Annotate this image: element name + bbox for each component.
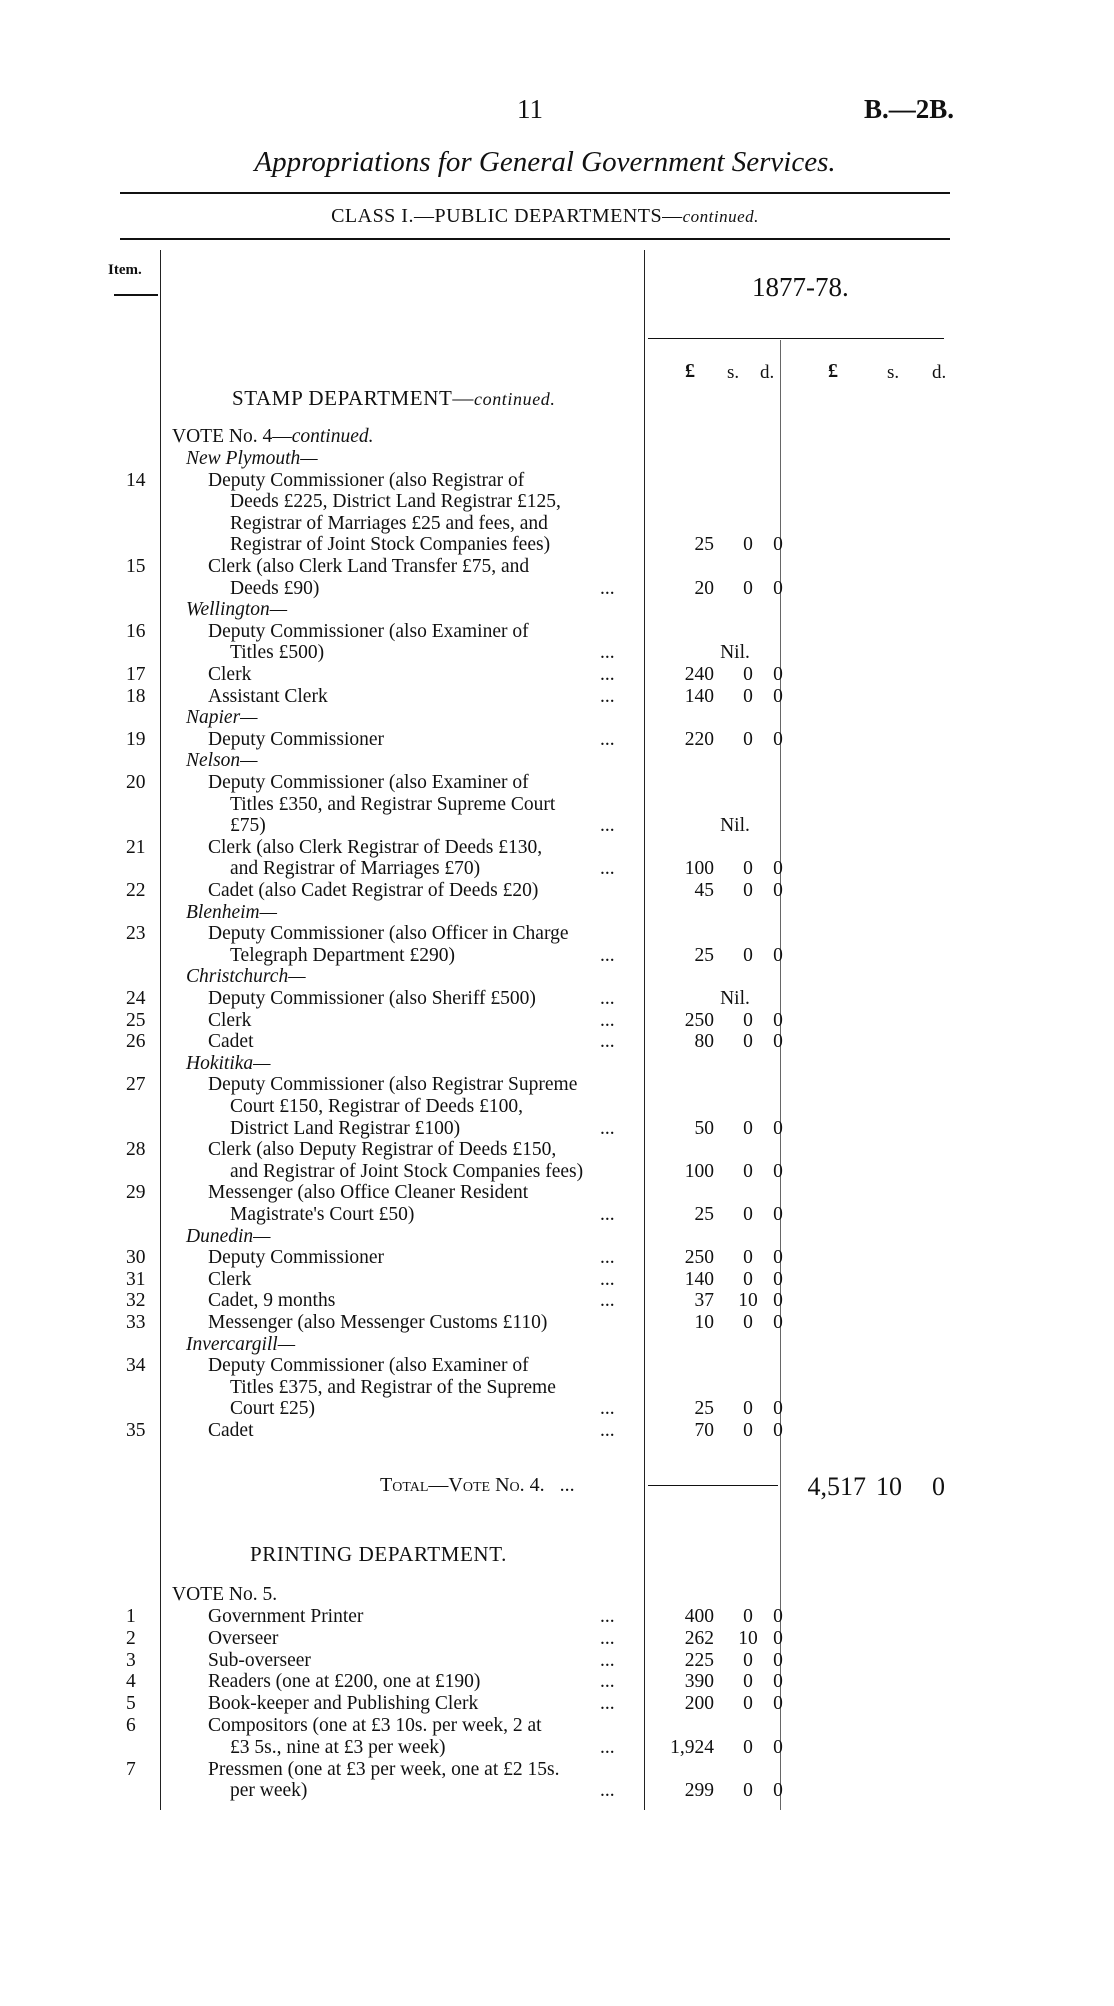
amount-pence: 0 bbox=[773, 1031, 783, 1053]
table-row bbox=[0, 1650, 1114, 1672]
item-description: Messenger (also Office Cleaner Resident bbox=[208, 1182, 529, 1204]
amount-pence: 0 bbox=[773, 1736, 783, 1758]
item-number: 18 bbox=[126, 685, 146, 707]
item-number: 22 bbox=[126, 880, 146, 901]
leader-dots: ... bbox=[600, 1031, 615, 1053]
total-vote-4-pounds: 4,517 bbox=[807, 1472, 866, 1501]
table-row bbox=[0, 1269, 1114, 1291]
amount-pounds: 20 bbox=[694, 577, 714, 599]
amount-pounds: 299 bbox=[684, 1780, 714, 1802]
amount-pence: 0 bbox=[773, 685, 783, 707]
place-heading-text: Invercargill— bbox=[186, 1333, 296, 1355]
amount-shillings: 0 bbox=[743, 1031, 753, 1053]
item-description: Pressmen (one at £3 per week, one at £2 15s. bbox=[208, 1758, 560, 1780]
leader-dots: ... bbox=[600, 728, 615, 750]
item-description: Deputy Commissioner bbox=[208, 728, 385, 750]
amount-shillings: 0 bbox=[743, 1268, 753, 1290]
amount-pence: 0 bbox=[773, 728, 783, 750]
amount-shillings: 10 bbox=[738, 1290, 758, 1312]
amount-shillings: 0 bbox=[743, 1247, 753, 1269]
item-number: 15 bbox=[126, 556, 146, 577]
amount-pence: 0 bbox=[773, 664, 783, 685]
item-column-header: Item. bbox=[108, 262, 142, 278]
amount-shillings: 0 bbox=[743, 1117, 753, 1139]
amount-shillings: 0 bbox=[743, 728, 753, 750]
amount-pence: 0 bbox=[773, 858, 783, 880]
amount-pounds: 390 bbox=[684, 1671, 714, 1693]
amount-pence: 0 bbox=[773, 1671, 783, 1693]
item-description: £75) bbox=[230, 815, 266, 837]
amount-pounds: 50 bbox=[694, 1117, 714, 1139]
total-rule bbox=[648, 1485, 778, 1486]
amount-shillings: 0 bbox=[743, 1312, 753, 1333]
item-description: Cadet bbox=[208, 1031, 254, 1053]
item-description: Clerk (also Deputy Registrar of Deeds £150, bbox=[208, 1139, 557, 1161]
total-vote-4-pence: 0 bbox=[932, 1472, 945, 1501]
amount-pence: 0 bbox=[773, 1606, 783, 1627]
leader-dots: ... bbox=[600, 685, 615, 707]
place-heading-text: Napier— bbox=[186, 707, 258, 729]
amount-pounds: 262 bbox=[684, 1627, 714, 1649]
place-heading bbox=[0, 966, 1114, 988]
place-heading-text: Blenheim— bbox=[186, 901, 277, 923]
item-number: 2 bbox=[126, 1627, 136, 1649]
table-row bbox=[0, 858, 1114, 880]
table-row bbox=[0, 923, 1114, 945]
page-title: Appropriations for General Government Services. bbox=[254, 146, 836, 178]
amount-pence: 0 bbox=[773, 1420, 783, 1441]
table-row bbox=[0, 1182, 1114, 1204]
amount-pounds: 140 bbox=[684, 1268, 714, 1290]
item-number: 23 bbox=[126, 923, 146, 945]
item-number: 3 bbox=[126, 1649, 136, 1671]
amount-pounds: 400 bbox=[684, 1606, 714, 1627]
item-description: Telegraph Department £290) bbox=[230, 944, 455, 966]
table-row bbox=[0, 729, 1114, 751]
table-row bbox=[0, 1118, 1114, 1140]
item-description: Cadet, 9 months bbox=[208, 1290, 336, 1312]
leader-dots: ... bbox=[600, 1606, 615, 1627]
leader-dots: ... bbox=[600, 815, 615, 837]
item-description: Deputy Commissioner bbox=[208, 1247, 385, 1269]
item-description: Clerk bbox=[208, 664, 252, 685]
amount-pounds: 100 bbox=[684, 1160, 714, 1182]
item-number: 30 bbox=[126, 1247, 146, 1269]
table-row bbox=[0, 1031, 1114, 1053]
item-description: Overseer bbox=[208, 1627, 279, 1649]
amount-pounds: 250 bbox=[684, 1009, 714, 1031]
amount-shillings: 0 bbox=[743, 1736, 753, 1758]
item-number: 25 bbox=[126, 1009, 146, 1031]
amount-pounds: 200 bbox=[684, 1693, 714, 1715]
amount-pounds: 100 bbox=[684, 858, 714, 880]
item-number: 19 bbox=[126, 728, 146, 750]
table-row bbox=[0, 664, 1114, 686]
item-number: 21 bbox=[126, 836, 146, 858]
leader-dots: ... bbox=[600, 1693, 615, 1715]
table-row bbox=[0, 988, 1114, 1010]
amount-shillings: 0 bbox=[743, 1649, 753, 1671]
amount-pounds: 140 bbox=[684, 685, 714, 707]
amount-pounds: 70 bbox=[694, 1420, 714, 1441]
item-description: Titles £500) bbox=[230, 642, 325, 664]
item-description: Registrar of Marriages £25 and fees, and bbox=[230, 512, 548, 534]
item-number: 17 bbox=[126, 664, 146, 685]
table-row bbox=[0, 815, 1114, 837]
item-description: £3 5s., nine at £3 per week) bbox=[230, 1736, 446, 1758]
place-heading bbox=[0, 707, 1114, 729]
table-row bbox=[0, 1139, 1114, 1161]
amount-shillings: 0 bbox=[743, 685, 753, 707]
amount-shillings: 0 bbox=[743, 858, 753, 880]
item-description: Readers (one at £200, one at £190) bbox=[208, 1671, 481, 1693]
amount-pence: 0 bbox=[773, 1160, 783, 1182]
table-row bbox=[0, 578, 1114, 600]
amount-shillings: 0 bbox=[743, 1693, 753, 1715]
page-number: 11 bbox=[517, 94, 543, 124]
item-description: Cadet bbox=[208, 1420, 254, 1441]
amount-pounds: 25 bbox=[694, 534, 714, 556]
amount-pounds: 80 bbox=[694, 1031, 714, 1053]
leader-dots: ... bbox=[600, 1247, 615, 1269]
place-heading bbox=[0, 902, 1114, 924]
item-number: 29 bbox=[126, 1182, 146, 1204]
amount-pence: 0 bbox=[773, 880, 783, 901]
amount-shillings: 0 bbox=[743, 1780, 753, 1802]
item-number: 35 bbox=[126, 1420, 146, 1441]
leader-dots: ... bbox=[600, 1736, 615, 1758]
class-heading: CLASS I.—PUBLIC DEPARTMENTS—continued. bbox=[331, 205, 759, 227]
pence-header: d. bbox=[760, 362, 775, 383]
item-number: 16 bbox=[126, 620, 146, 642]
amount-shillings: 0 bbox=[743, 880, 753, 901]
amount-pounds: 225 bbox=[684, 1649, 714, 1671]
amount-pence: 0 bbox=[773, 1247, 783, 1269]
item-number: 33 bbox=[126, 1312, 146, 1333]
item-description: District Land Registrar £100) bbox=[230, 1117, 461, 1139]
item-description: Clerk bbox=[208, 1009, 252, 1031]
total-vote-4-label: Total—Vote No. 4. ... bbox=[380, 1474, 575, 1496]
rule-year bbox=[648, 338, 944, 339]
item-description: Government Printer bbox=[208, 1606, 364, 1627]
place-heading-text: Christchurch— bbox=[186, 966, 306, 988]
table-row bbox=[0, 1759, 1114, 1781]
table-row bbox=[0, 1606, 1114, 1628]
item-description: Book-keeper and Publishing Clerk bbox=[208, 1693, 479, 1715]
table-row bbox=[0, 880, 1114, 902]
amount-pounds: 220 bbox=[684, 728, 714, 750]
item-description: Cadet (also Cadet Registrar of Deeds £20) bbox=[208, 880, 539, 901]
amount-pence: 0 bbox=[773, 534, 783, 556]
item-description: Court £25) bbox=[230, 1398, 316, 1420]
place-heading bbox=[0, 1053, 1114, 1075]
place-heading-text: Hokitika— bbox=[186, 1052, 271, 1074]
amount-pence: 0 bbox=[773, 1398, 783, 1420]
rule-table-top bbox=[120, 238, 950, 240]
item-description: Assistant Clerk bbox=[208, 685, 328, 707]
amount-pounds: 10 bbox=[694, 1312, 714, 1333]
table-row bbox=[0, 837, 1114, 859]
amount-shillings: 0 bbox=[743, 1420, 753, 1441]
item-description: and Registrar of Joint Stock Companies fees) bbox=[230, 1160, 584, 1182]
item-description: Clerk (also Clerk Land Transfer £75, and bbox=[208, 556, 530, 577]
place-heading-text: Dunedin— bbox=[186, 1225, 271, 1247]
leader-dots: ... bbox=[600, 1117, 615, 1139]
amount-shillings: 10 bbox=[738, 1627, 758, 1649]
amount-pounds: 25 bbox=[694, 1398, 714, 1420]
amount-shillings: 0 bbox=[743, 1204, 753, 1225]
leader-dots: ... bbox=[600, 664, 615, 685]
item-description: Clerk (also Clerk Registrar of Deeds £130, bbox=[208, 836, 543, 858]
item-number: 34 bbox=[126, 1355, 146, 1377]
table-row bbox=[0, 556, 1114, 578]
rule-item-head bbox=[114, 294, 158, 296]
amount-pounds: 25 bbox=[694, 1204, 714, 1225]
item-description: Deeds £225, District Land Registrar £125, bbox=[230, 491, 561, 513]
item-description: Clerk bbox=[208, 1268, 252, 1290]
item-number: 1 bbox=[126, 1606, 136, 1627]
table-row bbox=[0, 491, 1114, 513]
leader-dots: ... bbox=[600, 1268, 615, 1290]
amount-shillings: 0 bbox=[743, 1398, 753, 1420]
rule-top bbox=[120, 192, 950, 194]
place-heading bbox=[0, 448, 1114, 470]
place-heading bbox=[0, 1334, 1114, 1356]
amount-pence: 0 bbox=[773, 1693, 783, 1715]
item-number: 4 bbox=[126, 1671, 136, 1693]
item-description: Titles £350, and Registrar Supreme Court bbox=[230, 793, 556, 815]
pound-header: £ bbox=[685, 360, 695, 382]
amount-shillings: 0 bbox=[743, 534, 753, 556]
leader-dots: ... bbox=[600, 1420, 615, 1441]
item-description: Deputy Commissioner (also Registrar Supreme bbox=[208, 1074, 578, 1096]
item-description: per week) bbox=[230, 1780, 308, 1802]
table-row bbox=[0, 1074, 1114, 1096]
table-row bbox=[0, 1312, 1114, 1334]
item-description: Deputy Commissioner (also Sheriff £500) bbox=[208, 988, 536, 1009]
amount-pence: 0 bbox=[773, 1009, 783, 1031]
leader-dots: ... bbox=[600, 1204, 615, 1225]
table-row bbox=[0, 772, 1114, 794]
table-row bbox=[0, 1161, 1114, 1183]
table-row bbox=[0, 1096, 1114, 1118]
place-heading bbox=[0, 599, 1114, 621]
item-number: 27 bbox=[126, 1074, 146, 1096]
amount-pence: 0 bbox=[773, 1268, 783, 1290]
table-row bbox=[0, 1398, 1114, 1420]
item-number: 31 bbox=[126, 1268, 146, 1290]
item-description: Titles £375, and Registrar of the Supreme bbox=[230, 1376, 556, 1398]
table-row bbox=[0, 1671, 1114, 1693]
item-description: Registrar of Joint Stock Companies fees) bbox=[230, 534, 551, 556]
pound-header-total: £ bbox=[828, 360, 838, 382]
table-row bbox=[0, 1715, 1114, 1737]
table-row bbox=[0, 1737, 1114, 1759]
amount-pounds: 1,924 bbox=[670, 1736, 714, 1758]
amount-pence: 0 bbox=[773, 1312, 783, 1333]
amount-pence: 0 bbox=[773, 1627, 783, 1649]
table-row bbox=[0, 1377, 1114, 1399]
table-row bbox=[0, 1780, 1114, 1802]
item-description: Magistrate's Court £50) bbox=[230, 1204, 415, 1225]
leader-dots: ... bbox=[600, 642, 615, 664]
place-heading-text: New Plymouth— bbox=[186, 448, 318, 469]
leader-dots: ... bbox=[600, 1398, 615, 1420]
leader-dots: ... bbox=[600, 577, 615, 599]
item-description: Deputy Commissioner (also Registrar of bbox=[208, 469, 525, 491]
table-row bbox=[0, 513, 1114, 535]
amount-shillings: 0 bbox=[743, 1671, 753, 1693]
amount-pence: 0 bbox=[773, 1117, 783, 1139]
item-number: 6 bbox=[126, 1715, 136, 1736]
amount-shillings: 0 bbox=[743, 664, 753, 685]
item-number: 24 bbox=[126, 988, 146, 1009]
amount-pounds: 25 bbox=[694, 944, 714, 966]
item-number: 7 bbox=[126, 1758, 136, 1780]
leader-dots: ... bbox=[600, 1290, 615, 1312]
item-number: 26 bbox=[126, 1031, 146, 1053]
year-header: 1877-78. bbox=[752, 272, 849, 302]
vote-5-heading: VOTE No. 5. bbox=[172, 1584, 278, 1605]
amount-pence: 0 bbox=[773, 1204, 783, 1225]
shillings-header-total: s. bbox=[887, 362, 900, 383]
vote-4-heading: VOTE No. 4—continued. bbox=[172, 426, 374, 447]
table-row bbox=[0, 642, 1114, 664]
amount-shillings: 0 bbox=[743, 1160, 753, 1182]
item-description: Court £150, Registrar of Deeds £100, bbox=[230, 1096, 523, 1117]
item-number: 20 bbox=[126, 772, 146, 793]
leader-dots: ... bbox=[600, 988, 615, 1009]
amount-pounds: 250 bbox=[684, 1247, 714, 1269]
shillings-header: s. bbox=[727, 362, 740, 383]
table-row bbox=[0, 1247, 1114, 1269]
table-row bbox=[0, 1420, 1114, 1442]
leader-dots: ... bbox=[600, 1780, 615, 1802]
table-row bbox=[0, 1628, 1114, 1650]
item-description: Messenger (also Messenger Customs £110) bbox=[208, 1312, 548, 1333]
item-number: 32 bbox=[126, 1290, 146, 1312]
place-heading-text: Wellington— bbox=[186, 599, 288, 621]
amount-pence: 0 bbox=[773, 944, 783, 966]
leader-dots: ... bbox=[600, 1627, 615, 1649]
amount-pence: 0 bbox=[773, 1290, 783, 1312]
item-description: and Registrar of Marriages £70) bbox=[230, 858, 481, 880]
pence-header-total: d. bbox=[932, 362, 947, 383]
amount-pounds: 37 bbox=[694, 1290, 714, 1312]
leader-dots: ... bbox=[600, 944, 615, 966]
item-number: 5 bbox=[126, 1693, 136, 1715]
place-heading bbox=[0, 1226, 1114, 1248]
table-row bbox=[0, 1355, 1114, 1377]
item-description: Deputy Commissioner (also Examiner of bbox=[208, 620, 529, 642]
table-row bbox=[0, 1204, 1114, 1226]
table-row bbox=[0, 945, 1114, 967]
amount-nil: Nil. bbox=[720, 642, 750, 664]
item-description: Deputy Commissioner (also Examiner of bbox=[208, 772, 529, 793]
amount-pence: 0 bbox=[773, 1780, 783, 1802]
table-row bbox=[0, 1693, 1114, 1715]
table-row bbox=[0, 1010, 1114, 1032]
item-description: Deputy Commissioner (also Examiner of bbox=[208, 1355, 529, 1377]
document-reference: B.—2B. bbox=[863, 94, 954, 124]
amount-pence: 0 bbox=[773, 577, 783, 599]
table-row bbox=[0, 686, 1114, 708]
amount-shillings: 0 bbox=[743, 577, 753, 599]
leader-dots: ... bbox=[600, 1009, 615, 1031]
item-number: 14 bbox=[126, 469, 146, 491]
item-description: Compositors (one at £3 10s. per week, 2 at bbox=[208, 1715, 542, 1736]
amount-shillings: 0 bbox=[743, 1606, 753, 1627]
printing-department-heading: PRINTING DEPARTMENT. bbox=[250, 1542, 507, 1566]
amount-shillings: 0 bbox=[743, 1009, 753, 1031]
amount-shillings: 0 bbox=[743, 944, 753, 966]
place-heading-text: Nelson— bbox=[186, 750, 258, 772]
leader-dots: ... bbox=[600, 1671, 615, 1693]
table-row bbox=[0, 794, 1114, 816]
item-description: Sub-overseer bbox=[208, 1649, 311, 1671]
place-heading bbox=[0, 750, 1114, 772]
table-row bbox=[0, 534, 1114, 556]
leader-dots: ... bbox=[600, 858, 615, 880]
amount-pence: 0 bbox=[773, 1649, 783, 1671]
item-number: 28 bbox=[126, 1139, 146, 1161]
table-row bbox=[0, 621, 1114, 643]
amount-pounds: 45 bbox=[694, 880, 714, 901]
table-row bbox=[0, 470, 1114, 492]
amount-nil: Nil. bbox=[720, 988, 750, 1009]
item-description: Deputy Commissioner (also Officer in Charge bbox=[208, 923, 569, 945]
total-vote-4-shillings: 10 bbox=[876, 1472, 902, 1501]
leader-dots: ... bbox=[600, 1649, 615, 1671]
item-description: Deeds £90) bbox=[230, 577, 320, 599]
amount-pounds: 240 bbox=[684, 664, 714, 685]
amount-nil: Nil. bbox=[720, 815, 750, 837]
table-row bbox=[0, 1290, 1114, 1312]
stamp-department-heading: STAMP DEPARTMENT—continued. bbox=[232, 386, 556, 410]
